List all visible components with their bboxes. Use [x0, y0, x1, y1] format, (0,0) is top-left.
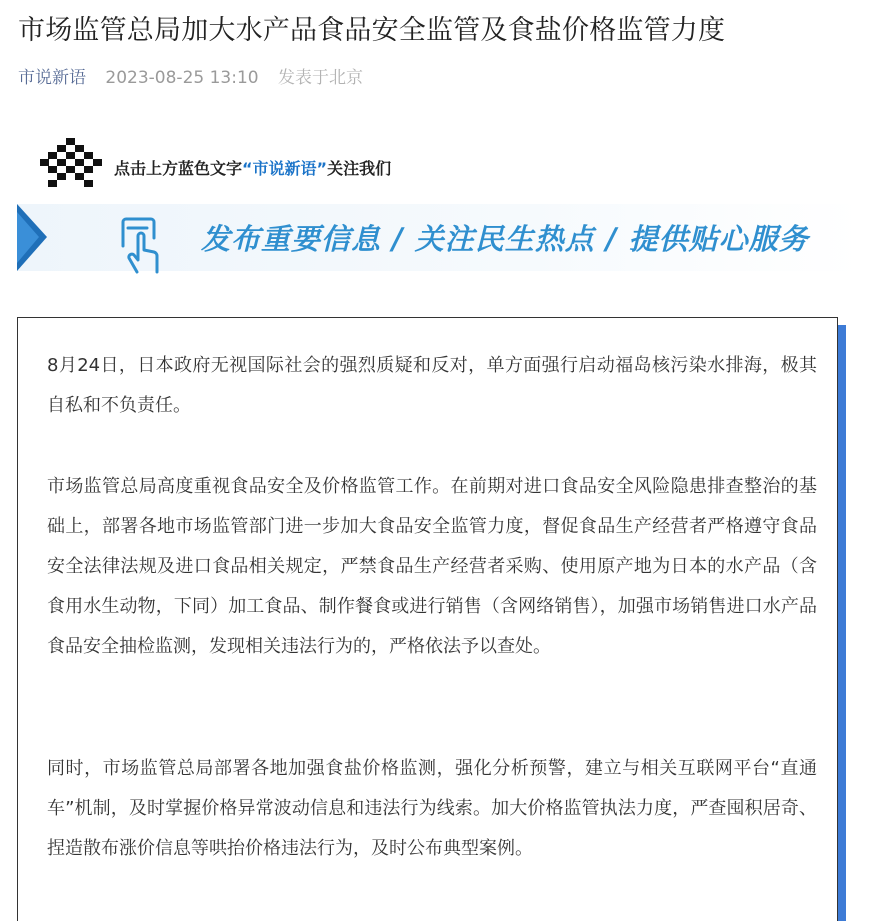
follow-prompt: [40, 138, 600, 190]
touch-hand-icon: [117, 216, 165, 274]
publish-date: 2023-08-25 13:10: [105, 68, 259, 88]
publish-location: 发表于北京: [278, 68, 364, 88]
content-card: [17, 317, 838, 921]
chevron-right-icon: [17, 204, 51, 271]
article-meta: [18, 66, 363, 90]
account-name-link[interactable]: “市说新语”: [242, 159, 328, 178]
follow-text: [114, 158, 391, 180]
article-title: 市场监管总局加大水产品食品安全监管及食盐价格监管力度: [18, 15, 726, 46]
banner-slogan: 发布重要信息 / 关注民生热点 / 提供贴心服务: [201, 222, 809, 256]
paragraph-2: 市场监管总局高度重视食品安全及价格监管工作。在前期对进口食品安全风险隐患排查整治的基础上，部署各地市场监管部门进一步加大食品安全监管力度，督促食品生产经营者严格遵守食品安全法律法规及进口食品相关规定，严禁食品生产经营者采购、使用原产地为日本的水产品（含食用水生动物，下同）加工食品、制作餐食或进行销售（含网络销售），加强市场销售进口水产品食品安全抽检监测，发现相关违法行为的，严格依法予以查处。: [47, 476, 817, 657]
pixel-logo-icon: [40, 138, 102, 190]
paragraph-3: 同时，市场监管总局部署各地加强食盐价格监测，强化分析预警，建立与相关互联网平台“直通车”机制，及时掌握价格异常波动信息和违法行为线索。加大价格监管执法力度，严查囤积居奇、捏造散布涨价信息等哄抬价格违法行为，及时公布典型案例。: [47, 758, 817, 859]
author-link[interactable]: 市说新语: [18, 68, 86, 88]
service-banner: [17, 204, 862, 271]
follow-prefix: 点击上方蓝色文字: [114, 159, 243, 178]
paragraph-1: 8月24日，日本政府无视国际社会的强烈质疑和反对，单方面强行启动福岛核污染水排海，极其自私和不负责任。: [47, 355, 817, 416]
follow-suffix: 关注我们: [327, 159, 392, 178]
